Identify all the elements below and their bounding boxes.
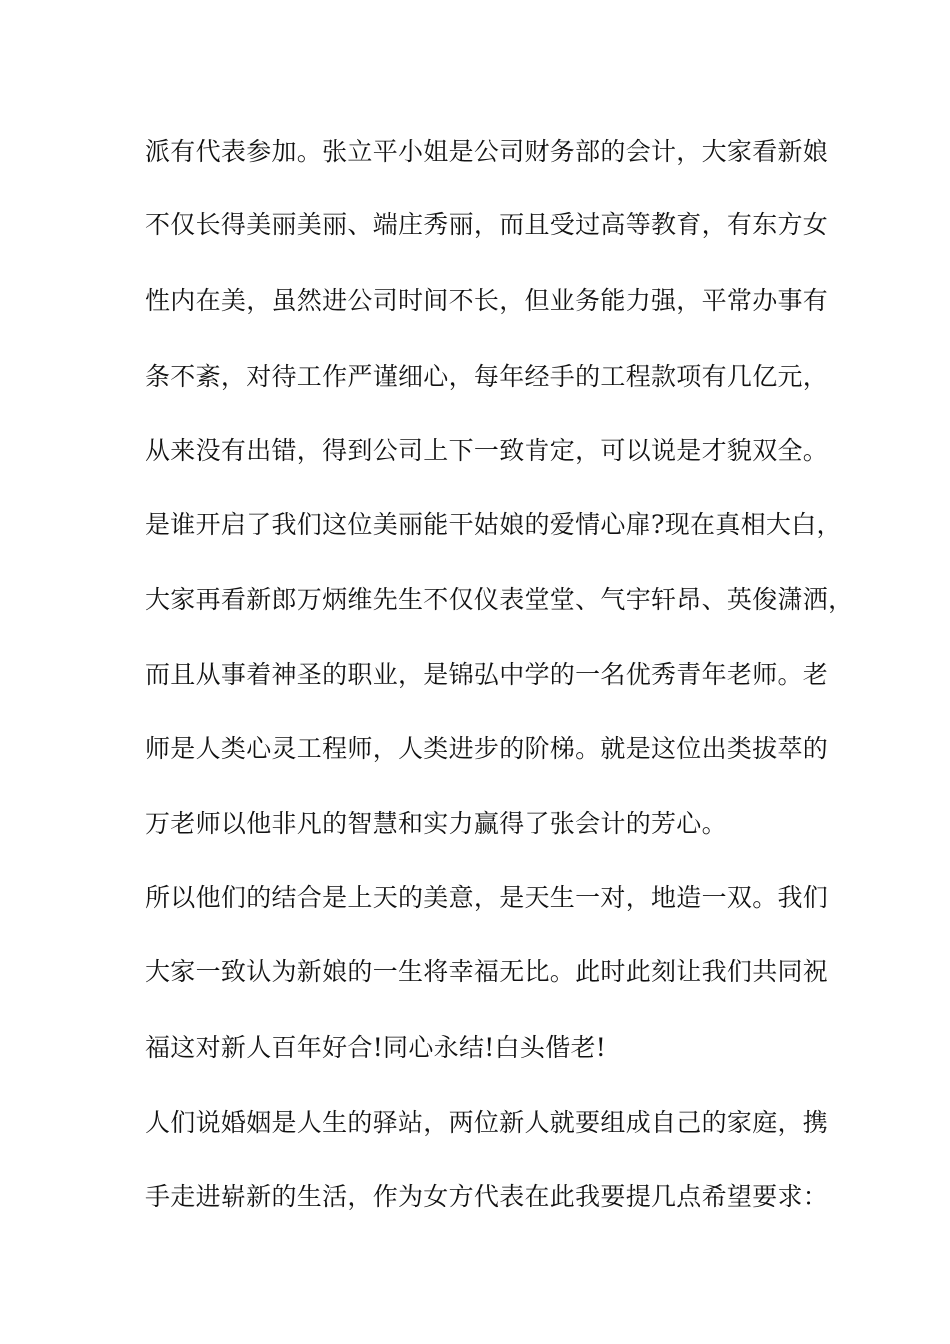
text-line-15: 手走进崭新的生活，作为女方代表在此我要提几点希望要求：	[145, 1182, 829, 1211]
text-line-4: 条不紊，对待工作严谨细心，每年经手的工程款项有几亿元，	[145, 362, 829, 391]
text-line-5: 从来没有出错，得到公司上下一致肯定，可以说是才貌双全。	[145, 436, 829, 465]
text-line-1: 派有代表参加。张立平小姐是公司财务部的会计，大家看新娘	[145, 137, 829, 166]
text-line-12: 大家一致认为新娘的一生将幸福无比。此时此刻让我们共同祝	[145, 957, 829, 986]
text-line-11: 所以他们的结合是上天的美意，是天生一对，地造一双。我们	[145, 883, 829, 912]
text-line-10: 万老师以他非凡的智慧和实力赢得了张会计的芳心。	[145, 809, 727, 838]
text-line-6: 是谁开启了我们这位美丽能干姑娘的爱情心扉?现在真相大白，	[145, 510, 842, 539]
text-line-8: 而且从事着神圣的职业，是锦弘中学的一名优秀青年老师。老	[145, 660, 829, 689]
text-line-9: 师是人类心灵工程师，人类进步的阶梯。就是这位出类拔萃的	[145, 734, 829, 763]
text-line-3: 性内在美，虽然进公司时间不长，但业务能力强，平常办事有	[145, 286, 829, 315]
text-line-7: 大家再看新郎万炳维先生不仅仪表堂堂、气宇轩昂、英俊潇洒，	[145, 585, 854, 614]
text-line-2: 不仅长得美丽美丽、端庄秀丽，而且受过高等教育，有东方女	[145, 210, 829, 239]
text-line-13: 福这对新人百年好合!同心永结!白头偕老!	[145, 1033, 607, 1062]
text-line-14: 人们说婚姻是人生的驿站，两位新人就要组成自己的家庭，携	[145, 1108, 829, 1137]
